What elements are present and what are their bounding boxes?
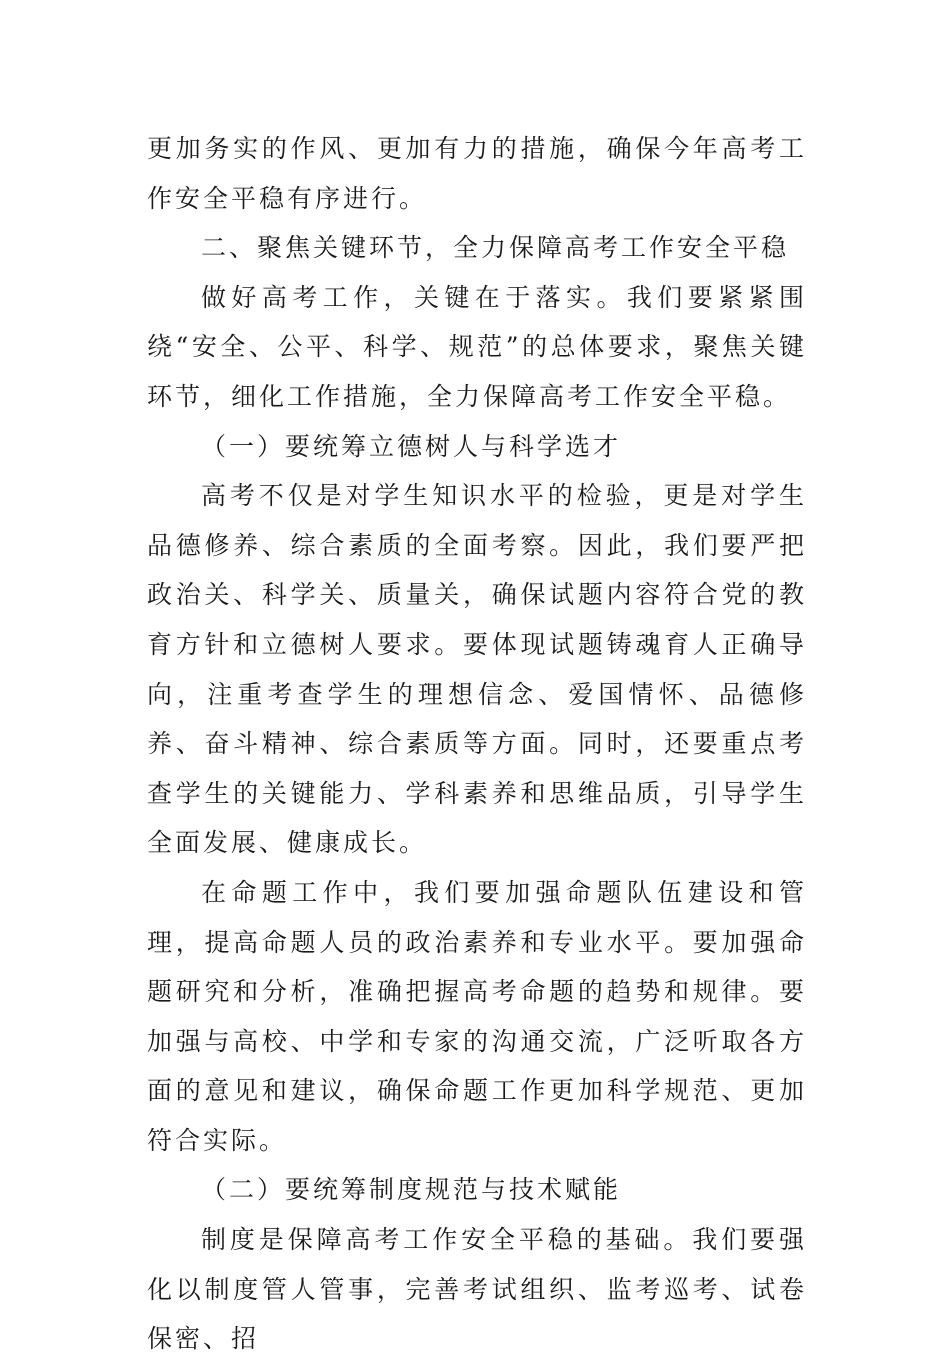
paragraph: 做好高考工作，关键在于落实。我们要紧紧围绕“安全、公平、科学、规范”的总体要求，聚焦关键环节，细化工作措施，全力保障高考工作安全平稳。	[147, 282, 807, 411]
paragraph: 制度是保障高考工作安全平稳的基础。我们要强化以制度管人管事，完善考试组织、监考巡考、试卷保密、招	[147, 1225, 807, 1354]
section-heading: 二、聚焦关键环节，全力保障高考工作安全平稳	[201, 233, 790, 263]
subsection-heading: （一）要统筹立德树人与科学选才	[201, 431, 622, 461]
paragraph: 在命题工作中，我们要加强命题队伍建设和管理，提高命题人员的政治素养和专业水平。要加强命题研究和分析，准确把握高考命题的趋势和规律。要加强与高校、中学和专家的沟通交流，广泛听取各方面的意见和建议，确保命题工作更加科学规范、更加符合实际。	[147, 877, 807, 1155]
paragraph: 高考不仅是对学生知识水平的检验，更是对学生品德修养、综合素质的全面考察。因此，我们要严把政治关、科学关、质量关，确保试题内容符合党的教育方针和立德树人要求。要体现试题铸魂育人正确导向，注重考查学生的理想信念、爱国情怀、品德修养、奋斗精神、综合素质等方面。同时，还要重点考查学生的关键能力、学科素养和思维品质，引导学生全面发展、健康成长。	[147, 481, 807, 858]
subsection-heading: （二）要统筹制度规范与技术赋能	[201, 1175, 622, 1205]
document-body	[147, 124, 807, 1364]
paragraph-continuation: 更加务实的作风、更加有力的措施，确保今年高考工作安全平稳有序进行。	[147, 134, 807, 213]
